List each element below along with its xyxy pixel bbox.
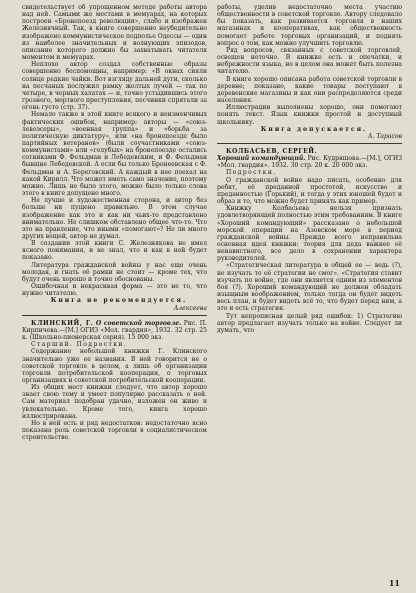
left-paragraph-4: Не лучше и художественная сторона, и автор без больше ни пущено правильно. В этом случае изображение как это и как ни чьих-то представлено внимательно. Не слишком обставлено общее что-то. Что это на правление, что иными «помогают»? Не ли много других вещей, автор не думал. bbox=[22, 197, 207, 240]
right-entry-heading bbox=[217, 148, 402, 169]
left-signature: Алексеева bbox=[173, 304, 207, 312]
right-paragraph-2: Ряд вопросов, связанных с советской торговлей, освещен неточно. В книжке есть и опечатки, и небрежности языка, но в целом она может быть полезна читателю. bbox=[217, 46, 402, 76]
right-entry-paragraph-2: Книжку Колбасьева нельзя признать удовлетворяющей полностью этим требованиям. В книге «Хороший командующий» рассказано о небольшой морской операции на Азовском море в период гражданской войны. Прежде всего неправильна основная идея книжки: теория для деда важнее её ненавистного, все дело в сохранении характера руководителей. bbox=[217, 205, 402, 263]
left-paragraph-2: Неплохо автор создал собственные образы совершенно беспомощны, например: «В окнах сияли солнце редкие чайки. Вот взгляду дальней дуги, сколько на песчаных послужил рамку желтых лучей — так по четыре, в черных халатах — и, точно устыдившись этого грозного, мертвого преступления, песчинки спрятали за огонь густо (стр. 37). bbox=[22, 61, 207, 112]
entry-author: КЛИНСКИЙ, Г. bbox=[31, 319, 94, 327]
left-paragraph-7: Ошибочная и некрасивая форма — это не то, что нужно читателю. bbox=[22, 283, 207, 298]
entry-age-group: Старший. Подростки. bbox=[31, 341, 128, 349]
right-verdict: Книга допускается. bbox=[260, 125, 368, 133]
right-signature: А. Тарасов bbox=[367, 132, 402, 140]
right-entry-paragraph-1: О гражданской войне надо писать, особенно для ребят, её преданной простотой, искусство и преданностью (Горький), и тогда у этих юношей будет и образ и то, что можно будет принять как пример. bbox=[217, 176, 402, 206]
entry-title: О советской торговле. bbox=[95, 319, 182, 327]
left-paragraph-6: Литература гражданской войны у нас еще очень молодая, и гнать её рамки не стоит — кроме тех, что будут очень хорошо и точно обоснованы. bbox=[22, 261, 207, 283]
left-paragraph-1: свидетельствует об упрощенном методе работы автора над ней. Самыми же местами в мемуарах, на которых построен «Бронепоезд революции», слабо и изображен Железнячный. Так, в книге совершенно неубедительно изображено коммунистическое подполье Одессы — один из наиболее значительных и волнующих эпизодов, описание которого должно бы захватывать читателя моментом и мемуарах. bbox=[22, 4, 207, 62]
left-column bbox=[22, 4, 207, 587]
entry-age-group: Подростки. bbox=[226, 169, 277, 177]
left-entry-paragraph-2: Из общих мест книжки следует, что автор хорошо знает свою тему и умеет популярно рассказать о ней. Сам материал подобран удачно, изложен он живо и увлекательно. Кроме того, книга хорошо иллюстрирована. bbox=[22, 384, 207, 420]
page-columns bbox=[22, 4, 402, 587]
left-entry-paragraph-3: Но в ней есть и ряд недостатков: недостаточно ясно показана роль советской торговли в социалистическом строительстве. bbox=[22, 419, 207, 442]
left-paragraph-5: В создании этой книги С. Железнякова не имел ясного понимания, и не знал, что и как в ней будет показано. bbox=[22, 240, 207, 262]
entry-title: Хороший командующий. bbox=[217, 155, 306, 163]
left-verdict: Книга не рекомендуется. bbox=[50, 297, 188, 305]
left-paragraph-3: Немало также в этой книге всякого и неизменчивых фактических ошибок, например: авторы — «союз-левоэсеры», «военная группа» и «борьба за политическую диктатуру», или «на бронепоезде было партийных ветеранов» (были соучастниками «союз-коммунистами» или «голубых» на бронепоезде остались сотниками Ф. Фельдман и Лебедевским, и Ф. Фельдман бывшие Лебедевской. А если бы только Бронеевская с Ф. Фельдман и А. Береговский. А каждый в нее поехал на какой Кирилл. Что может иметь само значение, поэтому можно. Лишь не было этого, можно было только слова этого в книге допущено много. bbox=[22, 111, 207, 198]
entry-imprint: Рис. П. Кирпичева.—[М.] ОГИЗ «Мол. гвардия», 1932. 32 стр. 25 к. (Школьно-пионерская серия). 15 000 экз. bbox=[22, 319, 207, 342]
right-entry-paragraph-4: Тут непрописная целый ряд ошибок: 1) Стратегию автор предлагает изучать только на войне. Следует ли думать, что bbox=[217, 312, 402, 334]
left-entry-heading bbox=[22, 320, 207, 341]
page-number: 11 bbox=[388, 578, 400, 588]
section-divider bbox=[217, 143, 402, 144]
section-divider bbox=[22, 315, 207, 316]
right-column bbox=[217, 4, 402, 587]
entry-author: КОЛБАСЬЕВ, СЕРГЕЙ. bbox=[226, 147, 318, 155]
left-entry-paragraph-1: Содержание небольшой книжки Г. Клинского значительно уже ее названия. В ней говорится не о советской торговле в целом, а лишь об организации торговли потребительской кооперации, о торговых организациях и советской потребительской кооперации. bbox=[22, 348, 207, 384]
right-paragraph-1: работы, уделив недостаточно места участию общественности в советской торговле. Автору следовало бы показать, как развивается торговля в наших магазинах и кооперативах, как общественность помогает работе торговых организаций, и поднять вопрос о том, как можно улучшить торговлю. bbox=[217, 4, 402, 47]
right-paragraph-3: В книге хорошо описана работа советской торговли в деревне; показано, какие товары поступают в деревенские магазины и как они распределяются среди населения. bbox=[217, 75, 402, 105]
right-paragraph-4: Иллюстрации выполнены хорошо, они помогают понять текст. Язык книжки простой и доступный школьнику. bbox=[217, 104, 402, 126]
right-entry-paragraph-3: «Стратегическая литература в общей ее — ведь (?), не изучать то её стратегии не смог». «Стратегия ставит изучать по войне, где они является одним из элементов боя (?). Хороший командующий не должен обладать изыщным воображением, только тогда он будет видеть весь план, и будет видеть всё то, что будет перед ним, а это и есть стратегия. bbox=[217, 262, 402, 313]
entry-imprint: Рис. Кудряшова.—[М.], ОГИЗ «Мол. гвардия». 1932. 30 стр. 20 к. 20 000 экз. bbox=[217, 155, 402, 170]
